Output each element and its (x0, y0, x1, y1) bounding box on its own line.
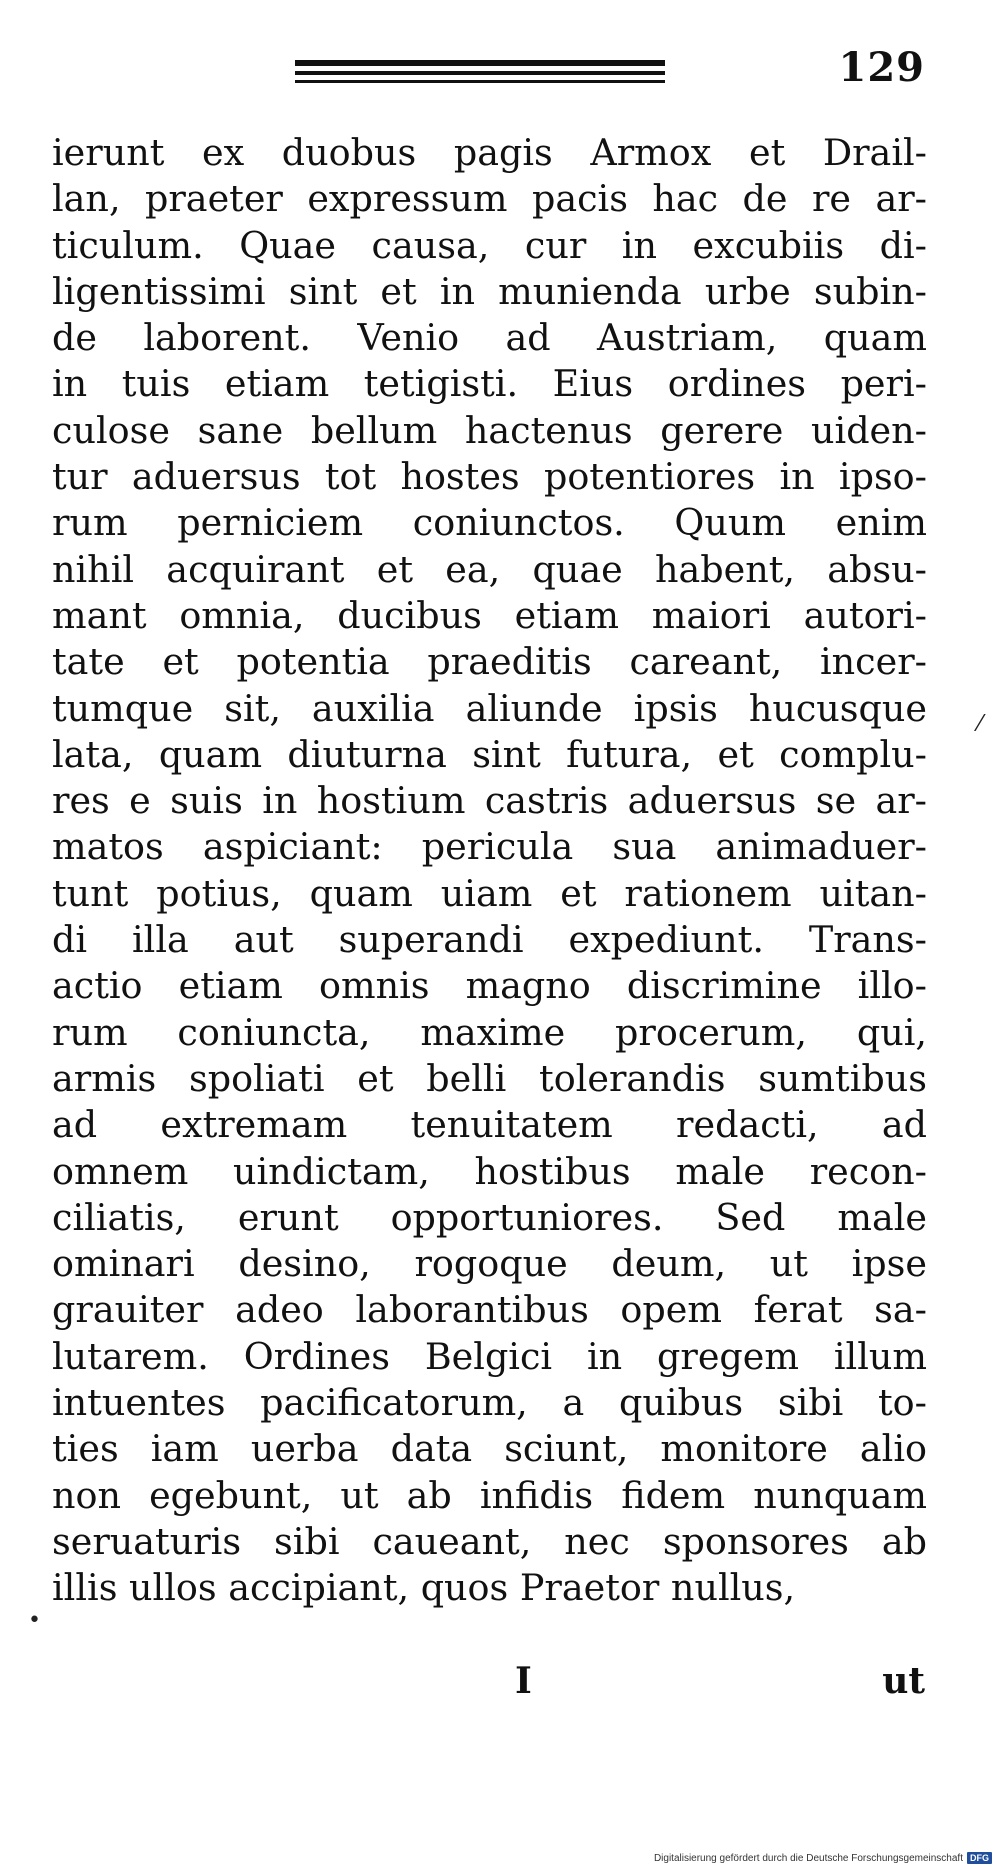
text-line: ierunt ex duobus pagis Armox et Drail- (52, 131, 927, 174)
text-line: lutarem. Ordines Belgici in gregem illum (52, 1334, 927, 1378)
text-line: rum perniciem coniunctos. Quum enim (52, 501, 927, 545)
text-line: ticulum. Quae causa, cur in excubiis di- (52, 223, 927, 267)
digitization-credit (654, 1852, 992, 1864)
catchword: ut (882, 1660, 925, 1702)
credit-text: Digitalisierung gefördert durch die Deutsche Forschungsgemeinschaft (653, 1852, 963, 1864)
text-line: non egebunt, ut ab infidis fidem nunquam (52, 1473, 927, 1517)
text-line: intuentes pacificatorum, a quibus sibi to- (52, 1381, 927, 1425)
text-line: de laborent. Venio ad Austriam, quam (52, 316, 927, 360)
text-line: actio etiam omnis magno discrimine illo- (52, 964, 927, 1008)
text-line: illis ullos accipiant, quos Praetor nullus, (52, 1566, 796, 1610)
margin-speck-left: • (28, 1608, 41, 1633)
text-line: res e suis in hostium castris aduersus se ar- (52, 779, 927, 823)
text-line: omnem uindictam, hostibus male recon- (52, 1149, 927, 1193)
page-number: 129 (838, 44, 925, 91)
text-line: ligentissimi sint et in munienda urbe subin- (52, 269, 927, 313)
signature-mark: I (515, 1660, 532, 1702)
text-line: tur aduersus tot hostes potentiores in ipso- (52, 455, 927, 499)
text-line: ominari desino, rogoque deum, ut ipse (52, 1242, 927, 1286)
header-rule-top (295, 60, 665, 66)
text-line: grauiter adeo laborantibus opem ferat sa- (52, 1288, 927, 1332)
text-line: di illa aut superandi expediunt. Trans- (52, 918, 927, 962)
text-line: seruaturis sibi caueant, nec sponsores ab (52, 1519, 927, 1563)
text-line: rum coniuncta, maxime procerum, qui, (52, 1010, 927, 1054)
text-line: armis spoliati et belli tolerandis sumtibus (52, 1056, 927, 1100)
header-rule-middle (295, 71, 665, 75)
body-text (52, 130, 927, 1612)
header-rule-bottom (295, 80, 665, 83)
text-line: matos aspiciant: pericula sua animaduer- (52, 825, 927, 869)
text-line: tumque sit, auxilia aliunde ipsis hucusque (52, 686, 927, 730)
dfg-logo-icon: DFG (967, 1852, 992, 1864)
text-line: nihil acquirant et ea, quae habent, absu- (52, 547, 927, 591)
text-line: ciliatis, erunt opportuniores. Sed male (52, 1195, 927, 1239)
text-line: lan, praeter expressum pacis hac de re ar- (52, 177, 927, 221)
text-line: culose sane bellum hactenus gerere uiden- (52, 408, 927, 452)
text-line: tate et potentia praeditis careant, incer- (52, 640, 927, 684)
margin-speck-right: ⁄ (978, 712, 982, 737)
text-line: mant omnia, ducibus etiam maiori autori- (52, 593, 927, 637)
text-line: lata, quam diuturna sint futura, et complu- (52, 732, 927, 776)
text-line: in tuis etiam tetigisti. Eius ordines peri- (52, 362, 927, 406)
text-line: ad extremam tenuitatem redacti, ad (52, 1103, 927, 1147)
text-line: ties iam uerba data sciunt, monitore alio (52, 1427, 927, 1471)
text-line: tunt potius, quam uiam et rationem uitan- (52, 871, 927, 915)
page-footer (0, 1660, 1000, 1710)
